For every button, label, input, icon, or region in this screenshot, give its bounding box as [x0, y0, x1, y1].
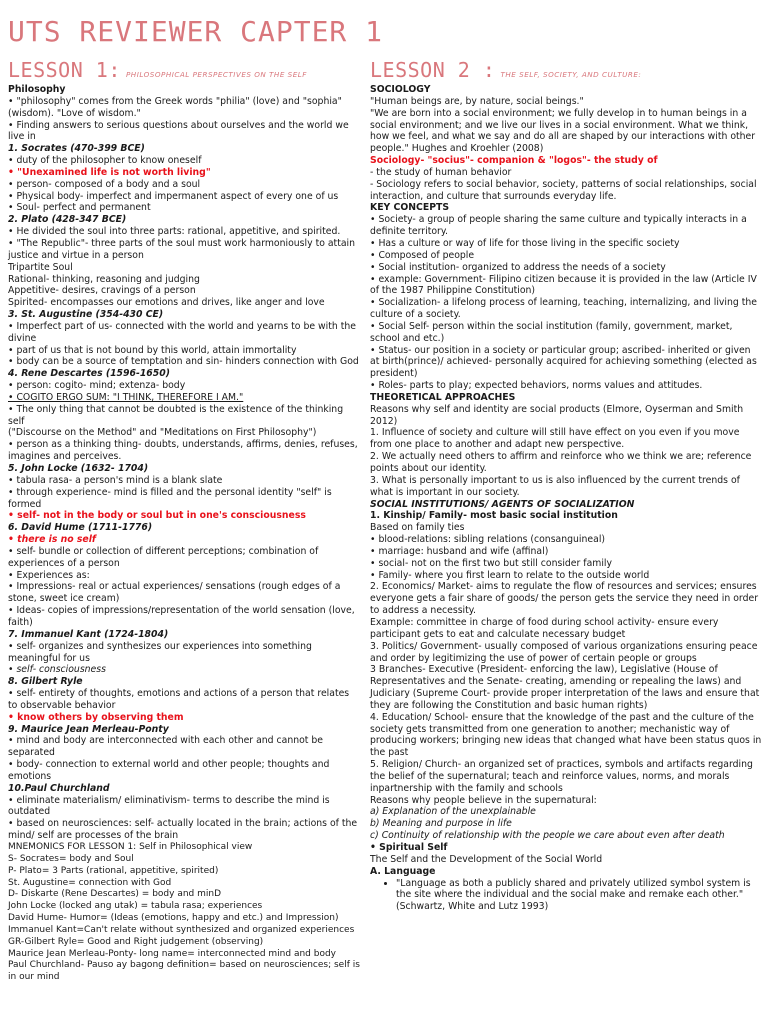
text-line: • Imperfect part of us- connected with the world and yearns to be with the divine [8, 320, 356, 344]
text-line: • He divided the soul into three parts: rational, appetitive, and spirited. [8, 226, 341, 238]
text-line: • person as a thinking thing- doubts, understands, affirms, denies, refuses, imagines and perceives. [8, 439, 358, 463]
mnemonics-line: MNEMONICS FOR LESSON 1: Self in Philosophical view [8, 842, 253, 852]
text-line: ("Discourse on the Method" and "Meditations on First Philosophy") [8, 427, 317, 439]
lesson-2-column [370, 58, 762, 913]
text-line: • Roles- parts to play; expected behaviors, norms values and attitudes. [370, 380, 703, 392]
text-line: • Society- a group of people sharing the same culture and typically interacts in a definite territory. [370, 214, 747, 238]
mnemonics-line: GR-Gilbert Ryle= Good and Right judgement (observing) [8, 936, 264, 947]
text-line: 4. Education/ School- ensure that the knowledge of the past and the culture of the society gets transmitted from one generation to another; mechanistic way of producing workers; bringing new ideas that changed what have been status quos in the past [370, 711, 762, 759]
text-line: • Status- our position in a society or particular group; ascribed- inherited or given at birth(prince)/ achieved- personally acquired for achieving something (elected as president) [370, 344, 757, 380]
philosopher-heading: 5. John Locke (1632- 1704) [8, 463, 149, 474]
philosopher-heading: 7. Immanuel Kant (1724-1804) [8, 628, 169, 640]
text-line: • Socialization- a lifelong process of learning, teaching, internalizing, and living the culture of a society. [370, 297, 758, 321]
section-heading: A. Language [370, 865, 436, 877]
text-line: 2. We actually need others to affirm and reinforce who we think we are; reference points about our identity. [370, 451, 752, 474]
text-line: • there is no self [8, 534, 96, 546]
lesson-2-label: LESSON 2 : [370, 58, 496, 82]
text-line: • based on neurosciences: self- actually located in the brain; actions of the mind/ self are processes of the brain [8, 818, 358, 842]
text-line: 3. What is personally important to us is also influenced by the current trends of what is important in our society. [370, 474, 740, 498]
text-line: • self- bundle or collection of different perceptions; combination of experiences of a person [8, 545, 319, 569]
text-line: 3. Politics/ Government- usually composed of various organizations ensuring peace and order by legitimizing the use of power of certain people or groups [370, 640, 758, 664]
text-line: c) Continuity of relationship with the people we care about even after death [370, 830, 725, 842]
text-line: • blood-relations: sibling relations (consanguineal) [370, 534, 606, 546]
text-line: • social- not on the first two but still consider family [370, 557, 612, 569]
mnemonics-line: D- Diskarte (Rene Descartes) = body and minD [8, 889, 222, 900]
text-line: a) Explanation of the unexplainable [370, 806, 536, 818]
mnemonics-line: St. Augustine= connection with God [8, 877, 172, 888]
text-line: • Soul- perfect and permanent [8, 202, 151, 214]
lesson-1-subtitle: PHILOSOPHICAL PERSPECTIVES ON THE SELF [125, 70, 307, 79]
text-line: • know others by observing them [8, 711, 184, 723]
philosopher-heading: 3. St. Augustine (354-430 CE) [8, 309, 164, 321]
mnemonics-line: Immanuel Kant=Can't relate without synthesized and organized experiences [8, 924, 355, 935]
text-line: "We are born into a social environment; we fully develop in to human beings in a social environment; and we live our lives in a social environment. What we think, how we feel, and what we say and do all are shaped by our interactions with other people." Hughes and Kroehler (2008) [370, 107, 756, 155]
text-line: Appetitive- desires, cravings of a person [8, 285, 196, 297]
text-line: The Self and the Development of the Social World [370, 853, 603, 865]
text-line: • Experiences as: [8, 569, 90, 581]
text-line: 2. Economics/ Market- aims to regulate the flow of resources and services; ensures everyone gets a fair share of goods/ the person gets the service they need in order to address a necessity. [370, 581, 759, 617]
section-heading: Philosophy [8, 84, 66, 95]
mnemonics-line: S- Socrates= body and Soul [8, 853, 134, 864]
text-line: Reasons why people believe in the supernatural: [370, 794, 597, 806]
philosopher-heading: 9. Maurice Jean Merleau-Ponty [8, 723, 169, 735]
lesson-2-heading [370, 58, 762, 84]
text-line: • Physical body- imperfect and impermanent aspect of every one of us [8, 190, 339, 202]
text-line: Tripartite Soul [8, 261, 73, 273]
philosopher-heading: 10.Paul Churchland [8, 782, 110, 794]
philosopher-heading: 4. Rene Descartes (1596-1650) [8, 368, 170, 380]
section-heading: SOCIAL INSTITUTIONS/ AGENTS OF SOCIALIZATION [370, 498, 635, 510]
text-line: • self- entirety of thoughts, emotions and actions of a person that relates to observable behavior [8, 688, 350, 711]
text-line: • Has a culture or way of life for those living in the specific society [370, 237, 680, 249]
text-line: • person- composed of a body and a soul [8, 178, 201, 190]
text-line: • self- organizes and synthesizes our experiences into something meaningful for us [8, 640, 312, 664]
text-line: Based on family ties [370, 522, 465, 534]
text-line: • "Unexamined life is not worth living" [8, 166, 211, 178]
text-line: 1. Influence of society and culture will still have effect on you even if you move from one place to another and adapt new perspective. [370, 427, 740, 451]
lesson-1-label: LESSON 1: [8, 58, 121, 82]
text-line: "Human beings are, by nature, social beings." [370, 95, 584, 107]
text-line: - Sociology refers to social behavior, society, patterns of social relationships, social interaction, and culture that surrounds everyday life. [370, 178, 757, 202]
philosopher-heading: 8. Gilbert Ryle [8, 676, 83, 688]
text-line: • part of us that is not bound by this world, attain immortality [8, 344, 297, 356]
text-line: • marriage: husband and wife (affinal) [370, 545, 549, 557]
mnemonics-line: John Locke (locked ang utak) = tabula rasa; experiences [8, 901, 263, 912]
lesson-1-heading [8, 58, 360, 84]
text-line: • mind and body are interconnected with each other and cannot be separated [8, 735, 324, 759]
institution-heading: 1. Kinship/ Family- most basic social institution [370, 510, 618, 522]
text-line: Spirited- encompasses our emotions and drives, like anger and love [8, 297, 325, 309]
mnemonics-line: Maurice Jean Merleau-Ponty- long name= interconnected mind and body [8, 948, 336, 959]
lesson-1-body [8, 84, 360, 842]
section-heading: • Spiritual Self [370, 842, 448, 853]
page-title: UTS REVIEWER CAPTER 1 [8, 15, 384, 48]
text-line: Sociology- "socius"- companion & "logos"- the study of [370, 155, 658, 167]
philosopher-heading: 2. Plato (428-347 BCE) [8, 214, 127, 226]
text-line: - the study of human behavior [370, 166, 512, 178]
section-heading: KEY CONCEPTS [370, 202, 450, 214]
text-line: 5. Religion/ Church- an organized set of practices, symbols and artifacts regarding the belief of the supernatural; teach and reinforce values, norms, and morals inpartnership with the family and schools [370, 759, 753, 794]
text-line: • person: cogito- mind; extenza- body [8, 380, 186, 392]
text-line: • duty of the philosopher to know oneself [8, 155, 202, 167]
text-line: • self- not in the body or soul but in one's consciousness [8, 510, 306, 522]
mnemonics-line: David Hume- Humor= (Ideas (emotions, happy and etc.) and Impression) [8, 913, 339, 924]
text-line: • tabula rasa- a person's mind is a blank slate [8, 474, 223, 486]
text-line: Rational- thinking, reasoning and judging [8, 273, 200, 285]
text-line: • COGITO ERGO SUM: "I THINK, THEREFORE I AM." [8, 391, 244, 403]
text-line: 3 Branches- Executive (President- enforcing the law), Legislative (House of Representatives and the Senate- creating, amending or repealing the laws) and Judiciary (Supreme Court- provide proper interpretation of the laws and ensure that they are following the Constitution and basic human rights) [370, 664, 760, 711]
philosopher-heading: 6. David Hume (1711-1776) [8, 522, 153, 534]
section-heading: THEORETICAL APPROACHES [370, 391, 516, 403]
text-line: • "philosophy" comes from the Greek words "philia" (love) and "sophia" (wisdom). "Love of wisdom." [8, 95, 342, 119]
mnemonics-line: Paul Churchland- Pauso ay bagong definition= based on neurosciences; self is in our mind [8, 960, 360, 983]
text-line: • through experience- mind is filled and the personal identity "self" is formed [8, 486, 332, 510]
text-line: • body- connection to external world and other people; thoughts and emotions [8, 759, 330, 782]
text-line: • "The Republic"- three parts of the soul must work harmoniously to attain justice and virtue in a person [8, 237, 356, 261]
text-line: • Social institution- organized to address the needs of a society [370, 261, 666, 273]
text-line: Reasons why self and identity are social products (Elmore, Oyserman and Smith 2012) [370, 403, 744, 427]
lesson-2-subtitle: THE SELF, SOCIETY, AND CULTURE: [500, 70, 642, 79]
text-line: • self- consciousness [8, 664, 106, 676]
section-heading: SOCIOLOGY [370, 84, 431, 95]
lesson-1-column [8, 58, 360, 984]
text-line: • The only thing that cannot be doubted is the existence of the thinking self [8, 403, 344, 427]
text-line: • Social Self- person within the social institution (family, government, market, school and etc.) [370, 320, 733, 344]
text-line: • Composed of people [370, 249, 475, 261]
text-line: • example: Government- Filipino citizen because it is provided in the law (Article IV of the 1987 Philippine Constitution) [370, 273, 757, 297]
text-line: • Impressions- real or actual experiences/ sensations (rough edges of a stone, sweet ice cream) [8, 581, 341, 605]
lesson-2-body [370, 84, 762, 913]
text-line: • body can be a source of temptation and sin- hinders connection with God [8, 356, 359, 368]
quote-item: • "Language as both a publicly shared and privately utilized symbol system is the site where the individual and the social make and remake each other." (Schwartz, White and Lutz 1993) [396, 878, 762, 914]
text-line: • Ideas- copies of impressions/representation of the world sensation (love, faith) [8, 605, 355, 628]
text-line: • Family- where you first learn to relate to the outside world [370, 569, 650, 581]
text-line: b) Meaning and purpose in life [370, 818, 512, 830]
philosopher-heading: 1. Socrates (470-399 BCE) [8, 143, 145, 155]
quote-list [370, 878, 762, 914]
mnemonics-block [8, 842, 360, 984]
mnemonics-line: P- Plato= 3 Parts (rational, appetitive, spirited) [8, 865, 219, 876]
text-line: Example: committee in charge of food during school activity- ensure every participant gets to eat and calculate necessary budget [370, 616, 719, 640]
text-line: • Finding answers to serious questions about ourselves and the world we live in [8, 119, 349, 143]
text-line: • eliminate materialism/ eliminativism- terms to describe the mind is outdated [8, 794, 330, 818]
